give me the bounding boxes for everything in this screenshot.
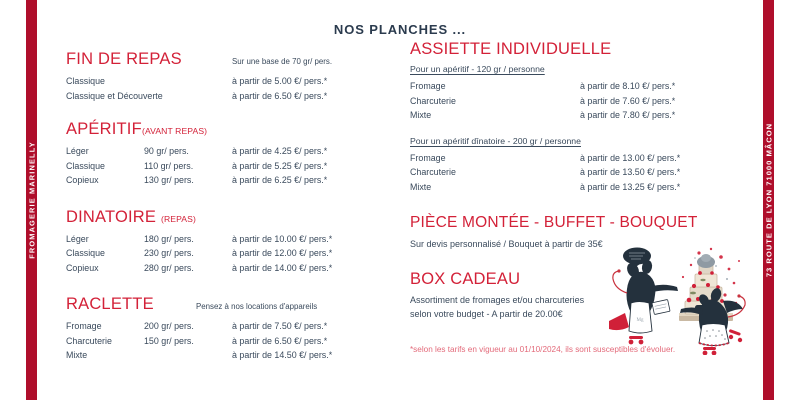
item-price: à partir de 6.50 €/ pers.* [232, 90, 328, 101]
price-row [66, 234, 356, 249]
item-name: Classique et Découverte [66, 90, 163, 101]
item-quantity: 90 gr/ pers. [144, 146, 189, 156]
section-title: APÉRITIF [66, 120, 142, 138]
section-dinatoire [66, 208, 356, 278]
item-price: à partir de 8.10 €/ pers.* [580, 81, 676, 91]
section-header [410, 214, 740, 237]
section-aperitif [66, 120, 356, 190]
section-description: Sur devis personnalisé / Bouquet à partir de 35€ [410, 239, 603, 249]
item-price: à partir de 7.60 €/ pers.* [580, 95, 676, 106]
item-price: à partir de 6.50 €/ pers.* [232, 335, 328, 346]
section-header [66, 208, 356, 228]
item-name: Fromage [66, 321, 102, 331]
item-name: Charcuterie [410, 167, 456, 177]
item-quantity: 230 gr/ pers. [144, 248, 194, 258]
item-price: à partir de 5.25 €/ pers.* [232, 160, 328, 171]
two-mice-with-cheese-cake-illustration [603, 243, 755, 355]
item-price: à partir de 10.00 €/ pers.* [232, 233, 333, 244]
section-note: Sur une base de 70 gr/ pers. [232, 57, 333, 66]
section-header [66, 120, 356, 140]
right-sidebar-bar [763, 0, 774, 400]
item-price: à partir de 5.00 €/ pers.* [232, 76, 328, 86]
item-quantity: 110 gr/ pers. [144, 160, 194, 171]
price-row [66, 161, 356, 176]
item-name: Fromage [410, 81, 446, 91]
section-subtitle: (AVANT REPAS) [142, 126, 208, 136]
item-name: Copieux [66, 262, 99, 273]
price-row [66, 175, 356, 190]
section-header [66, 295, 356, 315]
price-row [410, 153, 740, 168]
item-name: Classique [66, 248, 105, 258]
item-price: à partir de 13.50 €/ pers.* [580, 167, 681, 177]
section-title: RACLETTE [66, 295, 154, 313]
page-title: NOS PLANCHES ... [333, 22, 467, 37]
item-price: à partir de 14.00 €/ pers.* [232, 262, 333, 273]
box-cadeau-line-1: Assortiment de fromages et/ou charcuteries [410, 294, 585, 305]
price-row [66, 91, 356, 106]
item-quantity: 180 gr/ pers. [144, 233, 194, 244]
item-name: Classique [66, 160, 105, 171]
price-row [66, 321, 356, 336]
section-fin-de-repas [66, 50, 356, 105]
left-sidebar-bar [26, 0, 37, 400]
price-list [410, 81, 740, 125]
price-row [66, 76, 356, 91]
section-title: FIN DE REPAS [66, 50, 182, 68]
section-note: Pensez à nos locations d'appareils [196, 302, 318, 311]
price-footnote: *selon les tarifs en vigueur au 01/10/2024, ils sont susceptibles d'évoluer. [410, 345, 676, 354]
item-name: Mixte [410, 181, 432, 192]
price-row [410, 81, 740, 96]
item-name: Classique [66, 76, 105, 86]
item-price: à partir de 6.25 €/ pers.* [232, 175, 328, 185]
price-list [66, 321, 356, 365]
item-quantity: 150 gr/ pers. [144, 335, 194, 346]
group-label-aperitif: Pour un apéritif - 120 gr / personne [410, 64, 545, 74]
section-title: ASSIETTE INDIVIDUELLE [410, 40, 612, 58]
box-cadeau-line-2: selon votre budget - A partir de 20.00€ [410, 309, 563, 319]
item-name: Léger [66, 233, 89, 244]
item-name: Fromage [410, 152, 446, 163]
price-row [410, 96, 740, 111]
price-row [66, 350, 356, 365]
section-title: DINATOIRE [66, 207, 157, 226]
section-title: BOX CADEAU [410, 269, 521, 288]
item-price: à partir de 7.80 €/ pers.* [580, 110, 676, 120]
brand-name-vertical: FROMAGERIE MARINELLY [27, 141, 36, 259]
item-name: Charcuterie [66, 335, 112, 346]
address-vertical: 73 ROUTE DE LYON 71000 MÂCON [764, 122, 773, 278]
item-price: à partir de 14.50 €/ pers.* [232, 350, 333, 360]
price-list [66, 146, 356, 190]
price-row [66, 146, 356, 161]
group-label-aperitif-dinatoire: Pour un apéritif dînatoire - 200 gr / personne [410, 135, 581, 146]
price-row [410, 182, 740, 197]
svg-text:Mg: Mg [636, 318, 644, 323]
item-name: Charcuterie [410, 95, 456, 106]
item-price: à partir de 4.25 €/ pers.* [232, 146, 328, 156]
item-name: Mixte [66, 350, 88, 360]
item-price: à partir de 12.00 €/ pers.* [232, 248, 333, 258]
item-name: Léger [66, 146, 89, 156]
item-price: à partir de 7.50 €/ pers.* [232, 321, 328, 331]
price-list [66, 76, 356, 105]
price-row [66, 248, 356, 263]
item-quantity: 200 gr/ pers. [144, 321, 194, 331]
section-header [66, 50, 356, 70]
item-price: à partir de 13.00 €/ pers.* [580, 152, 681, 163]
left-column [66, 50, 356, 365]
price-row [66, 263, 356, 278]
price-row [66, 336, 356, 351]
item-name: Mixte [410, 110, 432, 120]
item-price: à partir de 13.25 €/ pers.* [580, 181, 681, 192]
item-quantity: 280 gr/ pers. [144, 262, 194, 273]
item-name: Copieux [66, 175, 99, 185]
section-raclette [66, 295, 356, 365]
price-row [410, 167, 740, 182]
price-list [66, 234, 356, 278]
price-list [410, 153, 740, 197]
section-title: PIÈCE MONTÉE - BUFFET - BOUQUET [410, 214, 698, 231]
section-subtitle: (REPAS) [161, 213, 196, 224]
item-quantity: 130 gr/ pers. [144, 175, 194, 185]
section-header [410, 40, 740, 64]
price-row [410, 110, 740, 125]
section-assiette-individuelle [410, 40, 740, 196]
